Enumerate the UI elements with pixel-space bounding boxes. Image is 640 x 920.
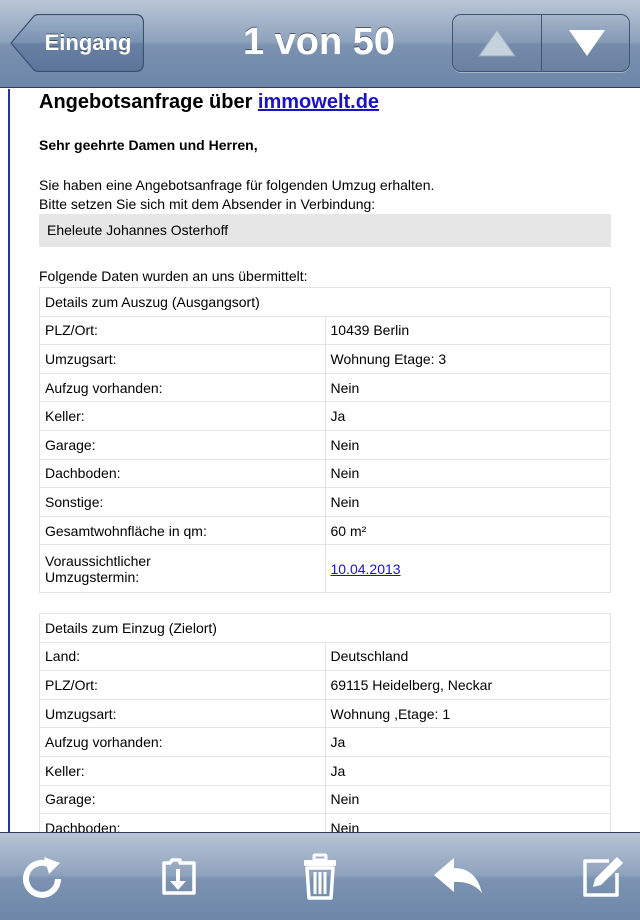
row-label: Garage: xyxy=(40,785,326,814)
row-label: Land: xyxy=(40,642,326,671)
table-row xyxy=(40,516,611,545)
table-row xyxy=(40,345,611,374)
table-row xyxy=(40,699,611,728)
table-row xyxy=(40,316,611,345)
row-label: Keller: xyxy=(40,402,326,431)
row-label: Dachboden: xyxy=(40,814,326,832)
navigation-bar xyxy=(0,0,640,88)
compose-button[interactable] xyxy=(576,851,628,903)
row-value xyxy=(325,545,611,593)
row-value: Nein xyxy=(325,459,611,488)
table-row xyxy=(40,785,611,814)
row-value: Nein xyxy=(325,488,611,517)
einzug-details-table xyxy=(39,613,611,832)
greeting: Sehr geehrte Damen und Herren, xyxy=(39,137,258,153)
row-label xyxy=(40,545,326,593)
move-to-folder-button[interactable] xyxy=(152,851,204,903)
table-row xyxy=(40,373,611,402)
sender-name-box: Eheleute Johannes Osterhoff xyxy=(39,214,611,247)
compose-icon xyxy=(579,855,625,899)
row-value: 10439 Berlin xyxy=(325,316,611,345)
table-row xyxy=(40,756,611,785)
subject-text: Angebotsanfrage über xyxy=(39,91,258,113)
previous-message-button[interactable] xyxy=(453,15,542,71)
row-label: Gesamtwohnfläche in qm: xyxy=(40,516,326,545)
table-header-row xyxy=(40,288,611,317)
message-counter-title: 1 von 50 xyxy=(242,21,396,63)
auszug-details-table xyxy=(39,287,611,593)
reply-icon xyxy=(432,855,484,899)
table-row xyxy=(40,642,611,671)
date-label-line-1: Voraussichtlicher xyxy=(45,552,151,569)
immowelt-link[interactable]: immowelt.de xyxy=(257,91,380,113)
refresh-button[interactable] xyxy=(16,851,68,903)
bottom-toolbar xyxy=(0,832,640,920)
delete-button[interactable] xyxy=(294,851,346,903)
table-row xyxy=(40,430,611,459)
date-label-line-2: Umzugstermin: xyxy=(45,568,140,585)
row-value: Nein xyxy=(325,785,611,814)
row-value: Nein xyxy=(325,430,611,459)
table-row xyxy=(40,545,611,593)
email-subject xyxy=(39,91,379,114)
row-value: Deutschland xyxy=(325,642,611,671)
einzug-table-header: Details zum Einzug (Zielort) xyxy=(40,614,611,643)
row-label: Umzugsart: xyxy=(40,345,326,374)
row-label: Sonstige: xyxy=(40,488,326,517)
row-value: Ja xyxy=(325,728,611,757)
row-label: Umzugsart: xyxy=(40,699,326,728)
back-button-label: Eingang xyxy=(44,30,132,55)
row-label: PLZ/Ort: xyxy=(40,671,326,700)
row-label: Garage: xyxy=(40,430,326,459)
row-label: PLZ/Ort: xyxy=(40,316,326,345)
table-row xyxy=(40,488,611,517)
reply-button[interactable] xyxy=(432,851,484,903)
row-label: Aufzug vorhanden: xyxy=(40,373,326,402)
next-message-button[interactable] xyxy=(542,15,630,71)
back-to-inbox-button[interactable] xyxy=(10,14,144,72)
row-value: 60 m² xyxy=(325,516,611,545)
moving-date-link[interactable]: 10.04.2013 xyxy=(330,560,401,577)
row-value: 69115 Heidelberg, Neckar xyxy=(325,671,611,700)
move-to-folder-icon xyxy=(156,855,200,899)
row-value: Nein xyxy=(325,373,611,402)
row-label: Dachboden: xyxy=(40,459,326,488)
row-label: Aufzug vorhanden: xyxy=(40,728,326,757)
email-body[interactable] xyxy=(0,89,640,832)
row-value: Ja xyxy=(325,756,611,785)
table-row xyxy=(40,459,611,488)
triangle-down-icon xyxy=(568,29,606,57)
table-row xyxy=(40,402,611,431)
quote-bar xyxy=(8,89,10,832)
table-row xyxy=(40,728,611,757)
intro-line-1: Sie haben eine Angebotsanfrage für folgenden Umzug erhalten. xyxy=(39,177,435,193)
auszug-table-header: Details zum Auszug (Ausgangsort) xyxy=(40,288,611,317)
table-row xyxy=(40,814,611,832)
refresh-icon xyxy=(20,855,64,899)
table-header-row xyxy=(40,614,611,643)
triangle-up-icon xyxy=(478,29,516,57)
row-value: Nein xyxy=(325,814,611,832)
row-value: Ja xyxy=(325,402,611,431)
table-row xyxy=(40,671,611,700)
row-value: Wohnung Etage: 3 xyxy=(325,345,611,374)
intro-line-2: Bitte setzen Sie sich mit dem Absender in Verbindung: xyxy=(39,196,376,212)
row-value: Wohnung ,Etage: 1 xyxy=(325,699,611,728)
message-navigation-control xyxy=(452,14,630,72)
trash-icon xyxy=(298,853,342,901)
row-label: Keller: xyxy=(40,756,326,785)
data-intro: Folgende Daten wurden an uns übermittelt: xyxy=(39,268,308,284)
